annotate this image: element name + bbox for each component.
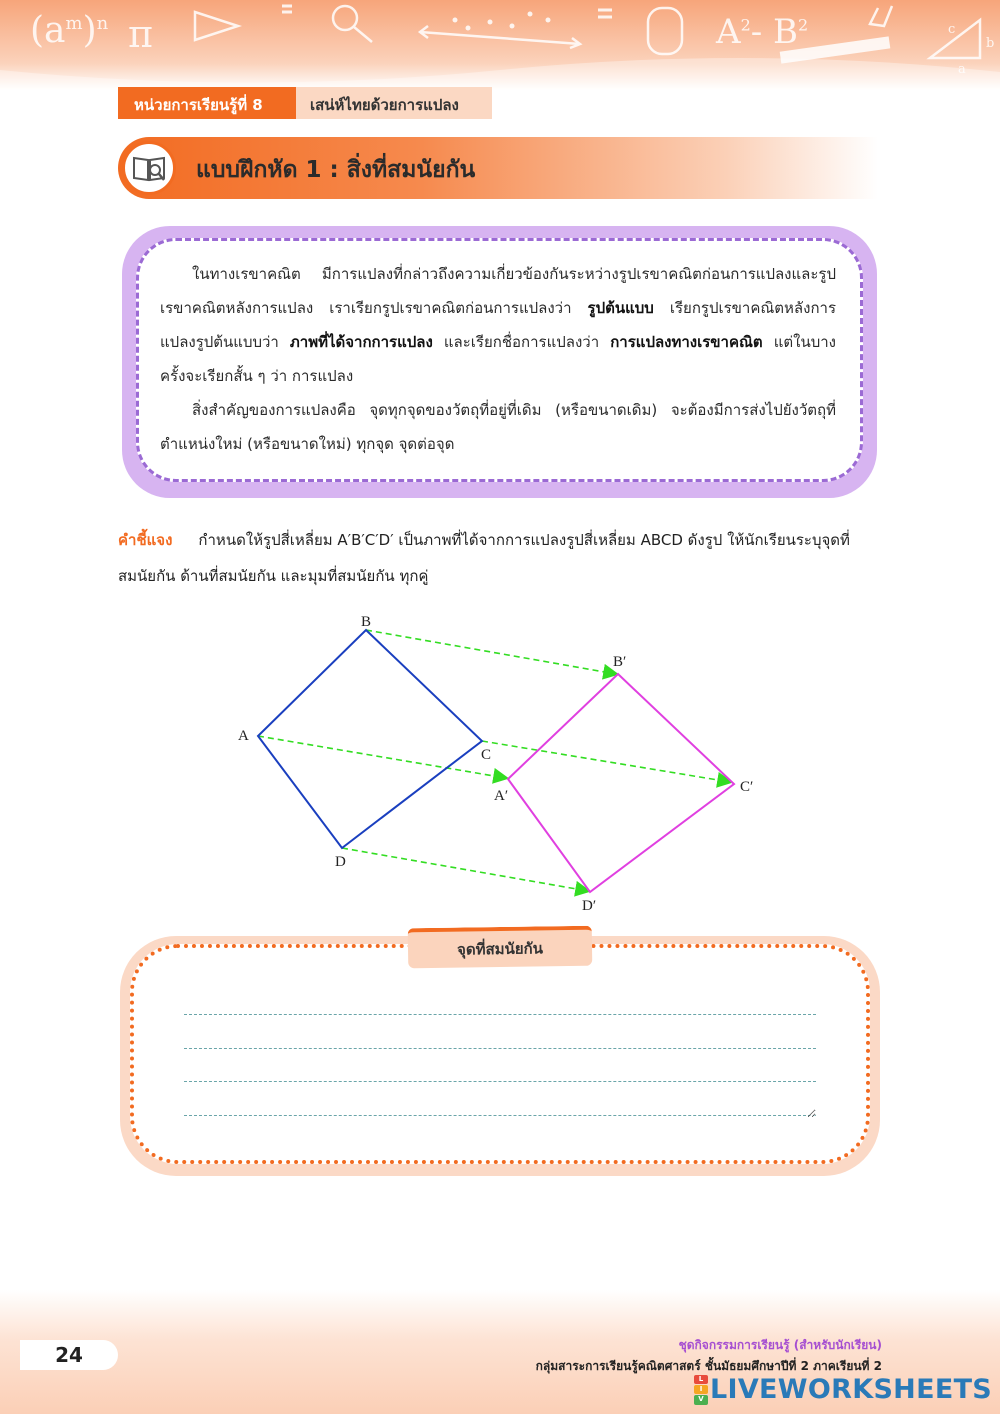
instruction-text: กำหนดให้รูปสี่เหลี่ยม A′B′C′D′ เป็นภาพที่ได้จากการแปลงรูปสี่เหลี่ยม ABCD ดังรูป ให้นักเรียนระบุจุดที่สมนัยกัน ด้านที่สมนัยกัน และมุมที่สมนัยกัน ทุกคู่ [118,531,850,585]
exercise-title: แบบฝึกหัด 1 : สิ่งที่สมนัยกัน [196,157,476,183]
label-b-prime: B′ [613,654,627,670]
unit-number: หน่วยการเรียนรู้ที่ 8 [118,87,296,119]
liveworksheets-text: LIVEWORKSHEETS [710,1374,993,1405]
term-original: รูปต้นแบบ [587,299,654,317]
label-c: C [481,747,492,763]
deco-c: c [948,22,956,37]
transformation-figure [220,604,780,914]
quadrilateral-a1b1c1d1 [508,674,734,892]
header-band [0,0,1000,90]
liveworksheets-logo[interactable] [694,1374,992,1405]
label-d-prime: D′ [582,898,597,914]
arrow-c [482,741,730,782]
instruction [118,522,882,594]
intro-paragraph-1: ในทางเรขาคณิต มีการแปลงที่กล่าวถึงความเกี่ยวข้องกันระหว่างรูปเรขาคณิตก่อนการแปลงและรูปเรขาคณิตหลังการแปลง เราเรียกรูปเรขาคณิตก่อนการแปลงว่า รูปต้นแบบ เรียกรูปเรขาคณิตหลังการแปลงรูปต้นแบบว่า ภาพที่ได้จากการแปลง และเรียกชื่อการแปลงว่า การแปลงทางเรขาคณิต แต่ในบางครั้งจะเรียกสั้น ๆ ว่า การแปลง [160,265,837,385]
label-d: D [335,854,346,870]
label-c-prime: C′ [740,779,754,795]
liveworksheets-icon: L I V [694,1375,708,1405]
quadrilateral-abcd [258,630,482,848]
intro-paragraph-2: สิ่งสำคัญของการแปลงคือ จุดทุกจุดของวัตถุที่อยู่ที่เดิม (หรือขนาดเดิม) จะต้องมีการส่งไปยังวัตถุที่ตำแหน่งใหม่ (หรือขนาดใหม่) ทุกจุด จุดต่อจุด [160,401,836,453]
arrow-b [366,630,616,674]
label-a-prime: A′ [494,788,509,804]
deco-a2-b2: $A^2-$ $B^2$ [716,12,809,52]
label-a: A [238,728,249,744]
intro-text [160,257,836,461]
answer-input[interactable] [184,998,816,1118]
unit-name: เสน่ห์ไทยด้วยการแปลง [296,87,492,119]
label-b: B [361,614,372,630]
deco-a: a [958,62,966,77]
term-transformation: การแปลงทางเรขาคณิต [610,333,763,351]
deco-b: b [986,36,995,51]
footer-subject: กลุ่มสาระการเรียนรู้คณิตศาสตร์ ชั้นมัธยมศึกษาปีที่ 2 ภาคเรียนที่ 2 [535,1359,882,1373]
unit-tag [118,87,492,119]
deco-a-power: $(a^m)^n$ [30,10,109,51]
page-number: 24 [20,1340,118,1370]
footer-series-title: ชุดกิจกรรมการเรียนรู้ (สำหรับนักเรียน) [678,1338,882,1352]
deco-pi: π [128,12,153,56]
book-search-icon [122,141,176,195]
arrow-a [258,736,506,778]
instruction-label: คำชี้แจง [118,531,173,549]
term-image: ภาพที่ได้จากการแปลง [289,333,433,351]
arrow-d [342,848,588,891]
answer-tab: จุดที่สมนัยกัน [408,926,593,969]
